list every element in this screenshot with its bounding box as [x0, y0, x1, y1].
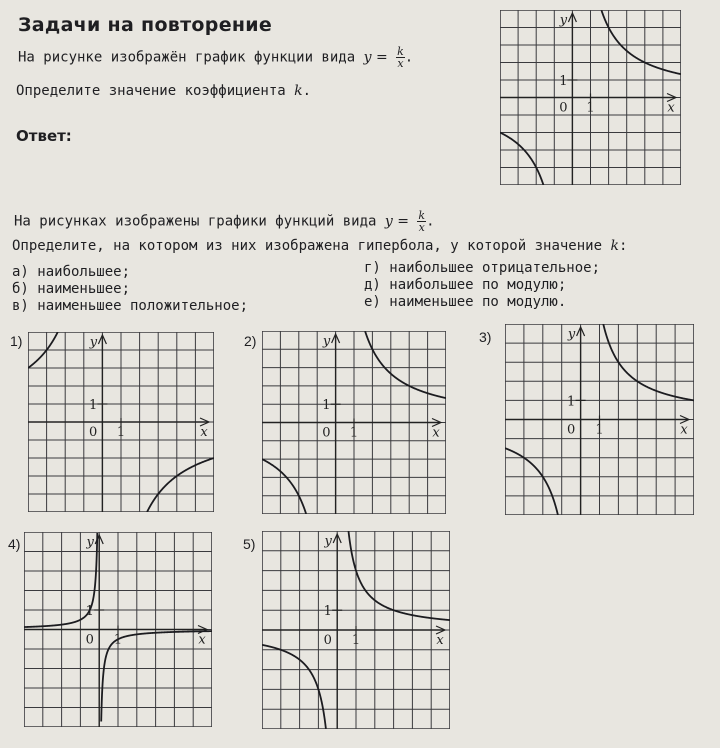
x-axis-label: x: [198, 632, 206, 648]
option-b: б) наименьшее;: [12, 281, 131, 297]
origin-label: 0: [559, 100, 568, 116]
task2-coef: k: [610, 238, 619, 254]
graph-number-2: 2): [244, 333, 257, 349]
task2-question-text: Определите, на котором из них изображена гипербола, у которой значение: [12, 238, 603, 254]
x-one-label: 1: [349, 425, 359, 441]
y-axis-label: y: [324, 534, 332, 549]
task1-question: Определите значение коэффициента k.: [16, 83, 312, 99]
graph-number-4: 4): [8, 536, 21, 552]
x-axis-label: x: [200, 425, 208, 440]
options-left: [12, 264, 248, 315]
graph-number-3: 3): [479, 329, 492, 345]
option-d: д) наибольшее по модулю;: [364, 277, 567, 293]
graph-1-svg: [28, 332, 214, 512]
graph-5-svg: [262, 531, 450, 729]
task1-formula-y: y =: [363, 49, 388, 66]
graph-5: [262, 531, 450, 733]
y-axis-label: y: [559, 13, 568, 28]
hyperbola-branch-left: [500, 133, 543, 185]
origin-label: 0: [323, 633, 332, 648]
graph-1: [28, 332, 214, 516]
x-one-label: 1: [595, 422, 604, 438]
fraction-denominator: x: [397, 57, 404, 70]
options-right: [364, 260, 600, 311]
x-one-label: 1: [116, 425, 126, 440]
graph-3-svg: [505, 324, 694, 515]
y-axis-label: y: [86, 535, 94, 550]
graph-4-svg: [24, 532, 212, 727]
hyperbola-branch-right: [365, 331, 446, 398]
option-v: в) наименьшее положительное;: [12, 298, 249, 314]
y-one-label: 1: [567, 394, 576, 410]
hyperbola-branch-right: [147, 458, 214, 512]
fraction-numerator: k: [397, 45, 404, 58]
y-axis-label: y: [89, 335, 98, 350]
y-one-label: 1: [322, 398, 331, 414]
graph-2: [262, 331, 446, 518]
y-one-label: 1: [559, 74, 568, 89]
hyperbola-branch-right: [349, 531, 451, 620]
task1-text: На рисунке изображён график функции вида: [18, 49, 356, 66]
fraction-denominator: x: [418, 221, 425, 234]
graph-number-5: 5): [243, 536, 256, 552]
x-one-label: 1: [586, 100, 595, 116]
task2-formula-y: y =: [384, 213, 409, 230]
option-g: г) наибольшее отрицательное;: [364, 260, 601, 276]
y-axis-label: y: [567, 327, 576, 342]
graph-4: [24, 532, 212, 731]
x-axis-label: x: [680, 422, 688, 438]
section-title: Задачи на повторение: [18, 14, 273, 36]
task2-fraction: [417, 210, 426, 233]
task1-statement: На рисунке изображён график функции вида y = $\frac{k}{x}$ .: [18, 45, 414, 70]
origin-label: 0: [322, 425, 331, 441]
x-axis-label: x: [436, 633, 444, 648]
origin-label: 0: [567, 422, 576, 438]
hyperbola-branch-left: [262, 645, 326, 729]
task1-question-text: Определите значение коэффициента: [16, 83, 286, 99]
task2-question: Определите, на котором из них изображена гипербола, у которой значение k:: [12, 238, 628, 254]
graph-main: [500, 10, 681, 189]
graph-main-svg: [500, 10, 681, 185]
y-one-label: 1: [323, 604, 332, 620]
x-axis-label: x: [432, 425, 440, 441]
hyperbola-branch-left: [262, 459, 306, 514]
answer-label: Ответ:: [16, 127, 72, 145]
task1-fraction: [396, 46, 405, 69]
origin-label: 0: [85, 632, 94, 648]
y-axis-label: y: [322, 334, 331, 349]
x-one-label: 1: [351, 633, 361, 648]
graph-number-1: 1): [10, 333, 23, 349]
fraction-numerator: k: [418, 209, 426, 222]
x-axis-label: x: [667, 100, 675, 116]
y-one-label: 1: [88, 398, 98, 413]
y-one-label: 1: [85, 604, 94, 619]
task2-statement: На рисунках изображены графики функций вида y = $\frac{k}{x}$ .: [14, 209, 435, 234]
option-e: е) наименьшее по модулю.: [364, 294, 567, 310]
graph-2-svg: [262, 331, 446, 514]
hyperbola-branch-right: [601, 10, 681, 74]
option-a: а) наибольшее;: [12, 264, 131, 280]
graph-3: [505, 324, 694, 519]
origin-label: 0: [88, 425, 98, 440]
x-one-label: 1: [113, 632, 123, 648]
task2-text: На рисунках изображены графики функций вида: [14, 213, 377, 230]
task1-coef: k: [294, 83, 303, 99]
